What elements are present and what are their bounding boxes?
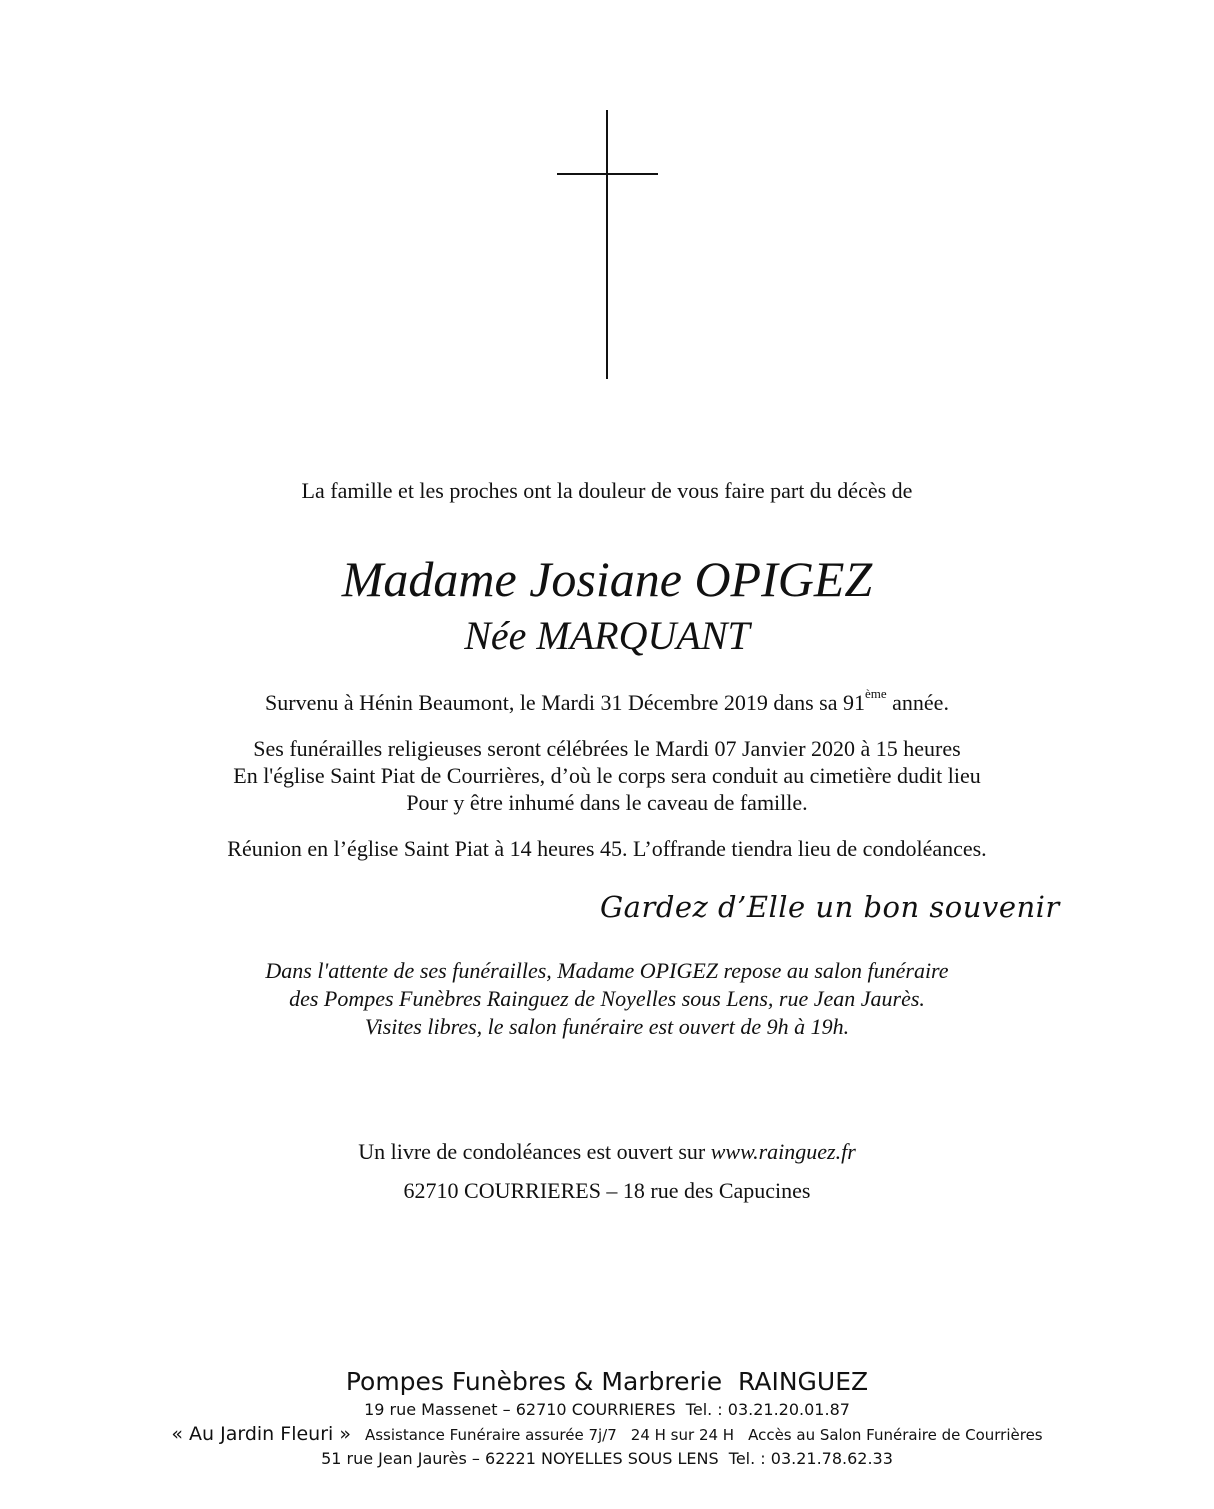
death-text: Survenu à Hénin Beaumont, le Mardi 31 Décembre 2019 dans sa 91 (265, 690, 865, 715)
jardin-fleuri: « Au Jardin Fleuri » (171, 1423, 351, 1445)
funeral-line-2: En l'église Saint Piat de Courrières, d’où le corps sera conduit au cimetière dudit lieu (233, 763, 981, 788)
salon-line-2: des Pompes Funèbres Rainguez de Noyelles sous Lens, rue Jean Jaurès. (289, 986, 925, 1011)
salon-line-3: Visites libres, le salon funéraire est ouvert de 9h à 19h. (364, 1014, 850, 1039)
footer-line-3: 51 rue Jean Jaurès – 62221 NOYELLES SOUS LENS Tel. : 03.21.78.62.33 (321, 1449, 893, 1468)
address-text: 62710 COURRIERES – 18 rue des Capucines (403, 1178, 811, 1203)
funeral-line-1: Ses funérailles religieuses seront célébrées le Mardi 07 Janvier 2020 à 15 heures (253, 736, 961, 761)
footer-line-2 (0, 1423, 1214, 1445)
reunion-text: Réunion en l’église Saint Piat à 14 heures 45. L’offrande tiendra lieu de condoléances. (227, 836, 987, 861)
salon-access-text: Accès au Salon Funéraire de Courrières (748, 1426, 1043, 1444)
company-name: Pompes Funèbres & Marbrerie RAINGUEZ (345, 1367, 869, 1396)
deceased-name: Madame Josiane OPIGEZ (341, 551, 873, 607)
death-announcement (0, 686, 1214, 716)
condolence-book-text: Un livre de condoléances est ouvert sur (358, 1139, 711, 1164)
condolence-book (0, 1139, 1214, 1165)
souvenir-text: Gardez d’Elle un bon souvenir (600, 890, 1060, 924)
assistance-text: Assistance Funéraire assurée 7j/7 (364, 1426, 617, 1444)
funeral-line-3: Pour y être inhumé dans le caveau de famille. (406, 790, 808, 815)
death-text-end: année. (886, 690, 949, 715)
footer-line-1: 19 rue Massenet – 62710 COURRIERES Tel. : 03.21.20.01.87 (364, 1400, 850, 1419)
intro-text: La famille et les proches ont la douleur de vous faire part du décès de (301, 478, 913, 503)
cross-horizontal-bar (557, 173, 658, 175)
ordinal-suffix: ème (865, 686, 887, 701)
maiden-name: Née MARQUANT (464, 613, 750, 658)
website-link[interactable]: www.rainguez.fr (710, 1139, 856, 1164)
cross-vertical-bar (606, 110, 608, 379)
salon-line-1: Dans l'attente de ses funérailles, Madame OPIGEZ repose au salon funéraire (265, 958, 949, 983)
hours-text: 24 H sur 24 H (630, 1426, 735, 1444)
